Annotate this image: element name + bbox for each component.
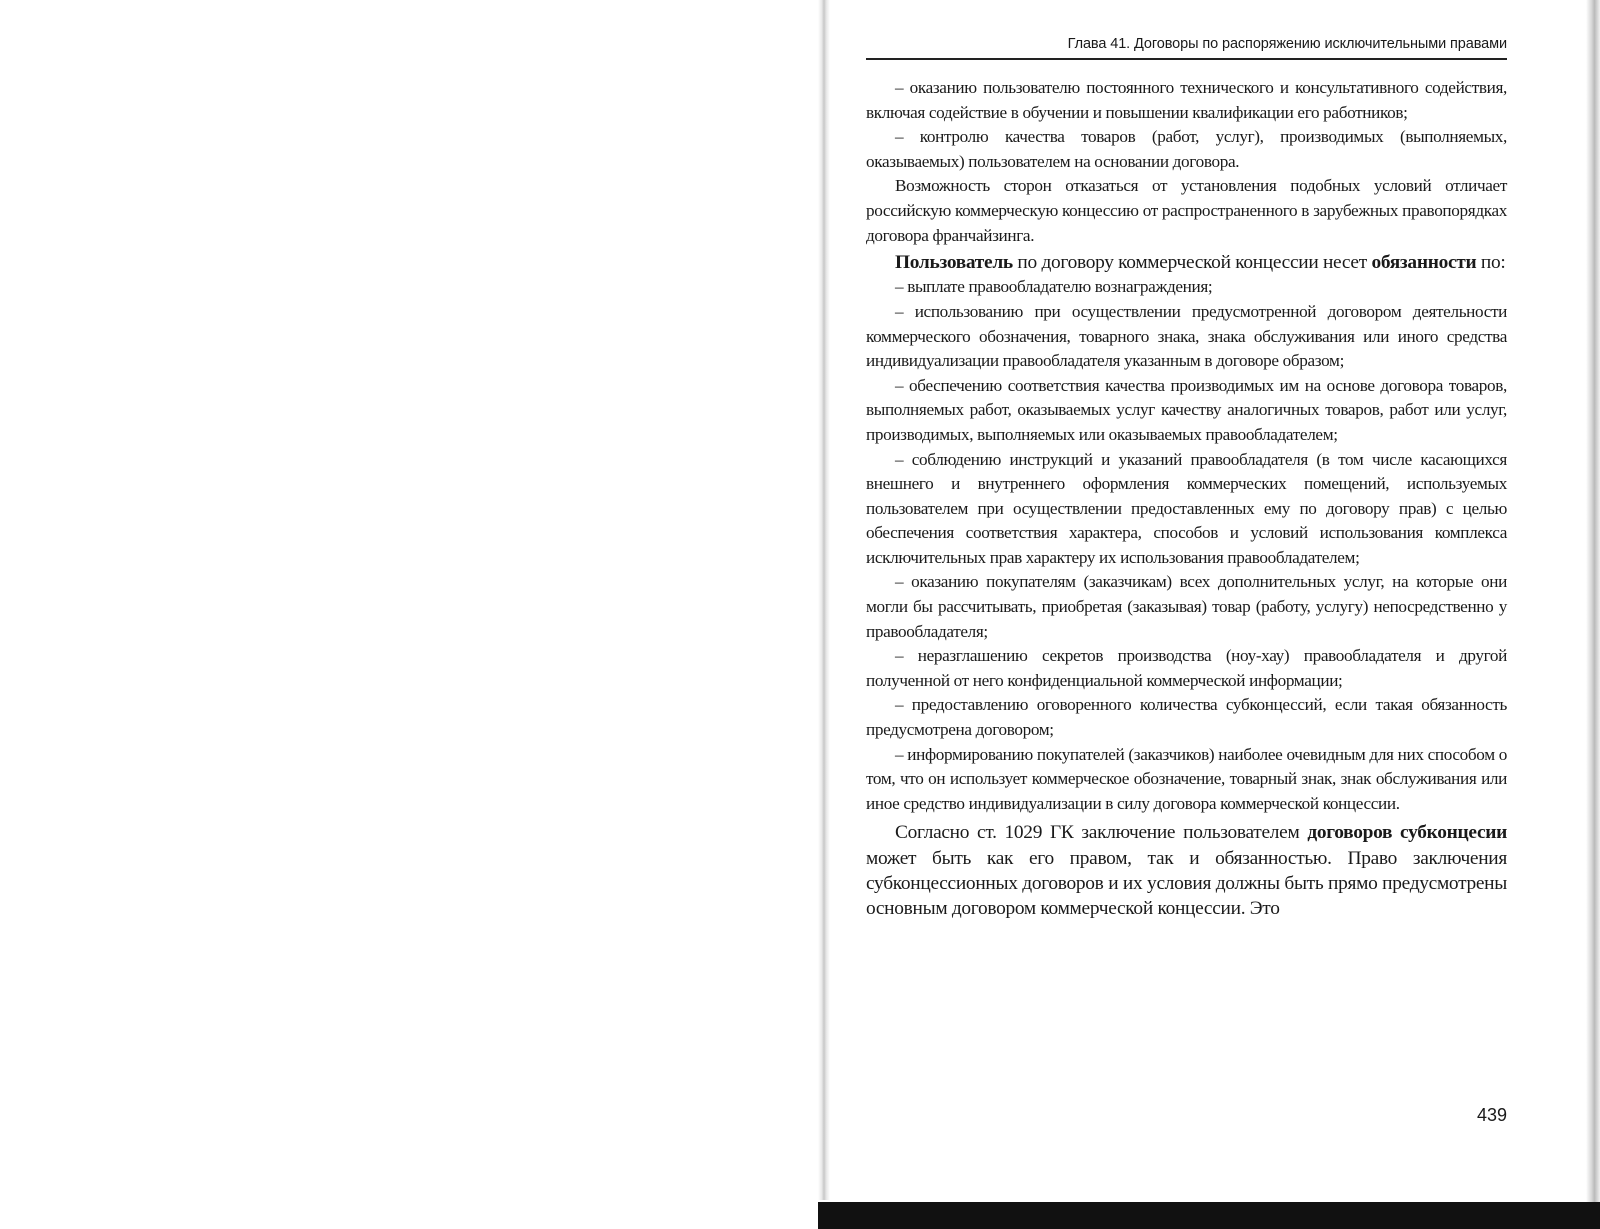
sublicense-paragraph [866, 820, 1507, 921]
list-item: – неразглашению секретов производства (ноу-хау) правообладателя и другой полученной от него конфиденциальной коммерческой информации; [866, 646, 1507, 690]
paragraph: – контролю качества товаров (работ, услуг), производимых (выполняемых, оказываемых) пользователем на основании договора. [866, 127, 1507, 171]
text-fragment: Согласно ст. 1029 ГК заключение пользователем [895, 822, 1308, 844]
list-item: – обеспечению соответствия качества производимых им на основе договора товаров, выполняемых работ, оказываемых услуг качеству аналогичных товаров, работ или услуг, производимых, выполняемых или оказываемых правообладателем; [866, 375, 1507, 444]
term-user: Пользователь [895, 252, 1013, 274]
paragraph: – оказанию пользователю постоянного технического и консультативного содействия, включая содействие в обучении и повышении квалификации его работников; [866, 78, 1507, 122]
list-item: – использованию при осуществлении предусмотренной договором деятельности коммерческого обозначения, товарного знака, знака обслуживания или иного средства индивидуализации правообладателя указанным в договоре образом; [866, 301, 1507, 371]
text-fragment: может быть как его правом, так и обязанностью. Право заключения субконцессионных договоров и их условия должны быть прямо предусмотрены основным договором коммерческой концессии. Это [866, 847, 1507, 920]
book-page [866, 36, 1507, 921]
page-body [866, 76, 1507, 921]
list-item: – предоставлению оговоренного количества субконцессий, если такая обязанность предусмотрена договором; [866, 695, 1507, 740]
paragraph: Возможность сторон отказаться от установления подобных условий отличает российскую коммерческую концессию от распространенного в зарубежных правопорядках договора франчайзинга. [866, 176, 1507, 245]
list-item: – информированию покупателей (заказчиков) наиболее очевидным для них способом о том, что он использует коммерческое обозначение, товарный знак, знак обслуживания или иное средство индивидуализации в силу договора коммерческой концессии. [866, 744, 1507, 813]
running-header: Глава 41. Договоры по распоряжению исключительными правами [866, 36, 1507, 60]
page-number: 439 [1476, 1105, 1507, 1125]
list-item: – соблюдению инструкций и указаний правообладателя (в том числе касающихся внешнего и внутреннего оформления коммерческих помещений, используемых пользователем при осуществлении предоставленных ему по договору прав) с целью обеспечения соответствия характера, способов и условий использования комплекса исключительных прав характеру их использования правообладателем; [866, 449, 1507, 567]
scan-bottom-border [818, 1202, 1600, 1229]
list-item: – оказанию покупателям (заказчикам) всех дополнительных услуг, на которые они могли бы рассчитывать, приобретая (заказывая) товар (работу, услугу) непосредственно у правообладателя; [866, 572, 1507, 641]
user-duties-paragraph [866, 250, 1507, 275]
term-duties: обязанности [1371, 252, 1477, 274]
book-spine-shadow [818, 0, 830, 1200]
page-edge-shadow [1586, 0, 1600, 1229]
list-item: – выплате правообладателю вознаграждения; [895, 277, 1213, 297]
text-fragment: по: [1476, 252, 1506, 274]
text-fragment: по договору коммерческой концессии несет [1012, 252, 1372, 274]
term-sublicense: договоров субконцесии [1307, 822, 1507, 844]
